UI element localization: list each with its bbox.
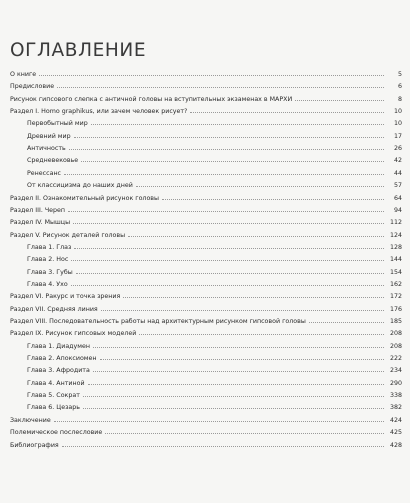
dot-leader: [295, 100, 384, 101]
toc-entry-label: Предисловие: [10, 83, 55, 91]
toc-entry-label: Глава 5. Сократ: [27, 392, 80, 400]
toc-entry: [0, 194, 410, 203]
toc-page-number: 424: [389, 416, 402, 424]
toc-entry: [0, 82, 410, 91]
toc-page-number: 64: [393, 194, 402, 202]
dot-leader: [88, 384, 384, 385]
toc-entry: [0, 218, 410, 227]
toc-entry-label: Средневековье: [27, 157, 79, 165]
toc-page-number: 144: [389, 256, 402, 264]
dot-leader: [39, 75, 384, 76]
toc-entry-label: Раздел I. Homo graphikus, или зачем человек рисует?: [10, 108, 188, 116]
toc-entry-label: Глава 3. Губы: [27, 268, 73, 276]
dot-leader: [93, 347, 384, 348]
dot-leader: [74, 248, 384, 249]
toc-entry-label: Раздел II. Ознакомительный рисунок головы: [10, 194, 159, 202]
toc-page-number: 234: [389, 367, 402, 375]
toc-subentry: [0, 119, 410, 128]
toc-entry-label: Раздел VI. Ракурс и точка зрения: [10, 293, 121, 301]
toc-entry-label: Рисунок гипсового слепка с античной головы на вступительных экзаменах в МАРХИ: [10, 95, 293, 103]
toc-entry-label: Раздел VII. Средняя линия: [10, 305, 98, 313]
toc-page-number: 185: [389, 318, 402, 325]
dot-leader: [93, 371, 384, 372]
dot-leader: [91, 124, 384, 125]
toc-entry-label: Античность: [27, 145, 66, 153]
toc-entry-label: Глава 6. Цезарь: [27, 404, 80, 412]
toc-entry: [0, 329, 410, 338]
toc-subentry: [0, 268, 410, 277]
dot-leader: [190, 112, 384, 113]
toc-page-number: 425: [389, 429, 402, 437]
dot-leader: [100, 359, 384, 360]
toc-page-number: 208: [389, 342, 402, 350]
dot-leader: [62, 446, 384, 447]
dot-leader: [54, 421, 384, 422]
dot-leader: [71, 285, 384, 286]
toc-entry-label: Глава 4. Ухо: [27, 280, 68, 288]
dot-leader: [83, 408, 384, 409]
toc-entry-label: Глава 1. Диадумен: [27, 342, 90, 350]
toc-entry: [0, 416, 410, 425]
toc-entry-label: Полемическое послесловие: [10, 429, 103, 437]
toc-page-number: 172: [389, 293, 402, 301]
toc-subentry: [0, 243, 410, 252]
toc-subentry: [0, 181, 410, 190]
toc-entry-label: Первобытный мир: [27, 120, 88, 128]
dot-leader: [57, 87, 384, 88]
toc-entry-label: Ренессанс: [27, 169, 62, 177]
toc-page-number: 6: [397, 83, 402, 91]
toc-page-number: 208: [389, 330, 402, 338]
toc-page-number: 154: [389, 268, 402, 276]
toc-page-number: 124: [389, 231, 402, 239]
toc-entry: [0, 231, 410, 240]
dot-leader: [73, 223, 384, 224]
toc-subentry: [0, 366, 410, 375]
toc-subentry: [0, 354, 410, 363]
toc-entry: [0, 305, 410, 314]
toc-page-number: 94: [393, 206, 402, 214]
toc-entry-label: Древний мир: [27, 132, 71, 140]
toc-entry-label: Глава 3. Афродита: [27, 367, 90, 375]
toc-page-number: 10: [393, 108, 402, 116]
dot-leader: [136, 186, 384, 187]
dot-leader: [101, 310, 384, 311]
toc-subentry: [0, 403, 410, 412]
toc-entry-label: Глава 4. Антиной: [27, 379, 85, 387]
dot-leader: [309, 322, 384, 323]
dot-leader: [105, 433, 384, 434]
toc-page-number: 5: [397, 71, 402, 78]
toc-entry-label: Раздел IX. Рисунок гипсовых моделей: [10, 330, 137, 338]
dot-leader: [128, 236, 384, 237]
toc-entry: [0, 428, 410, 437]
toc-page-number: 176: [389, 305, 402, 313]
toc-entry: [0, 107, 410, 116]
toc-page-number: 428: [389, 441, 402, 449]
toc-page-number: 128: [389, 243, 402, 251]
dot-leader: [162, 199, 384, 200]
toc-entry: [0, 206, 410, 215]
toc-subentry: [0, 169, 410, 178]
toc-page-number: 338: [389, 392, 402, 400]
toc-subentry: [0, 280, 410, 289]
toc-page-number: 17: [393, 132, 402, 140]
toc-page-number: 8: [397, 95, 402, 103]
toc-entry-label: Глава 2. Апоксиомен: [27, 355, 97, 363]
toc-entry-label: Глава 2. Нос: [27, 256, 69, 264]
dot-leader: [68, 211, 384, 212]
toc-entry: [0, 317, 410, 326]
toc-entry: [0, 441, 410, 450]
toc-subentry: [0, 255, 410, 264]
toc-page-number: 382: [389, 404, 402, 412]
dot-leader: [81, 161, 384, 162]
toc-subentry: [0, 342, 410, 351]
toc-entry-label: Глава 1. Глаз: [27, 243, 72, 251]
toc-page-number: 112: [389, 219, 402, 227]
toc-subentry: [0, 132, 410, 141]
page-title: ОГЛАВЛЕНИЕ: [10, 40, 147, 61]
toc-entry-label: От классицизма до наших дней: [27, 182, 133, 190]
toc-entry-label: О книге: [10, 71, 37, 78]
toc-subentry: [0, 156, 410, 165]
toc-entry: [0, 292, 410, 301]
dot-leader: [69, 149, 384, 150]
toc-entry: [0, 70, 410, 79]
dot-leader: [123, 297, 384, 298]
toc-entry-label: Раздел IV. Мышцы: [10, 219, 71, 227]
dot-leader: [83, 396, 384, 397]
toc-page-number: 10: [393, 120, 402, 128]
dot-leader: [139, 334, 384, 335]
toc-page-number: 290: [389, 379, 402, 387]
toc-page-number: 57: [393, 182, 402, 190]
toc-subentry: [0, 144, 410, 153]
dot-leader: [76, 273, 384, 274]
toc-page-number: 26: [393, 145, 402, 153]
dot-leader: [64, 174, 384, 175]
toc-page-number: 222: [389, 355, 402, 363]
toc-page-number: 44: [393, 169, 402, 177]
dot-leader: [74, 137, 384, 138]
toc-entry-label: Раздел V. Рисунок деталей головы: [10, 231, 126, 239]
toc-entry-label: Раздел III. Череп: [10, 206, 66, 214]
toc-subentry: [0, 379, 410, 388]
toc-subentry: [0, 391, 410, 400]
toc-entry-label: Библиография: [10, 441, 59, 449]
dot-leader: [71, 260, 384, 261]
toc-entry: [0, 95, 410, 104]
toc-page-number: 162: [389, 280, 402, 288]
toc-entry-label: Заключение: [10, 416, 51, 424]
toc-entry-label: Раздел VIII. Последовательность работы над архитектурным рисунком гипсовой головы: [10, 318, 306, 325]
toc-page-number: 42: [393, 157, 402, 165]
